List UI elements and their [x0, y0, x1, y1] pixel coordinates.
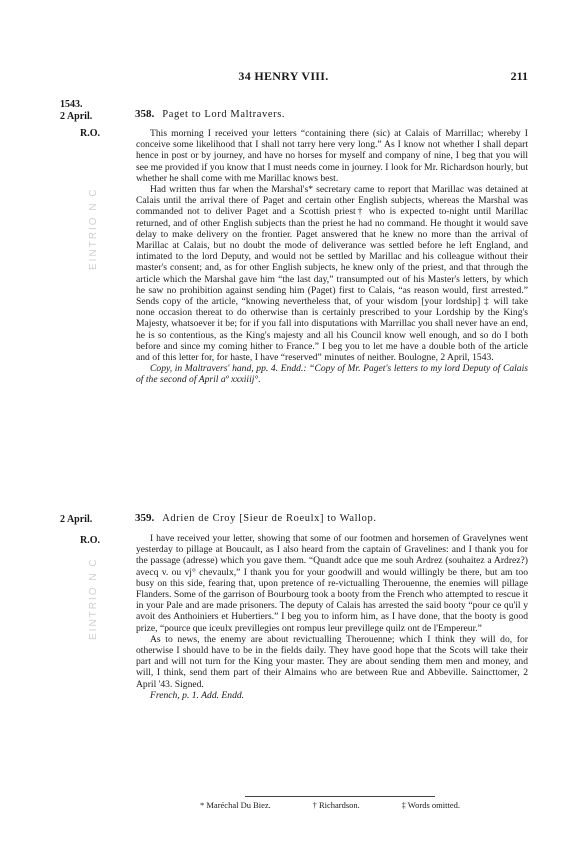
footnote-divider: [245, 796, 435, 797]
entry-body-358: [136, 128, 528, 386]
watermark-stamp-lower: EINTRIO N C: [88, 557, 99, 640]
entry-body-359: [136, 533, 528, 701]
footnote-1: * Maréchal Du Biez.: [200, 800, 271, 810]
footnote-2: † Richardson.: [312, 800, 360, 810]
margin-source-358: R.O.: [80, 128, 100, 139]
entry-number-358: 358.: [135, 108, 155, 120]
entry-title-358: Paget to Lord Maltravers.: [162, 109, 286, 120]
entry-title-359: Adrien de Croy [Sieur de Roeulx] to Wallop.: [162, 513, 377, 524]
paragraph-358-2: Had written thus far when the Marshal's* secretary came to report that Marillac was detained at Calais until the arrival there of Paget and certain other English subjects, whereas the Marshal was commanded not to deliver Paget and a Scottish priest† who is expected to-night until Marillac returned, and of other English subjects than the priest he had no command. He thought it would save delay to make delivery on the frontier. Paget answered that he knew no more than the arrival of Marillac at Calais, but no doubt the mode of deliverance was settled before he left England, and intimated to the lord Deputy, and would not be settled by Marillac and his colleague without their master's consent; and, as for other English subjects, he knew only of the priest, and that through the article which the Marshal gave him “the last day,” transumpted out of his Master's letters, by which he saw no prohibition against sending him (Paget) first to Calais, “as reason would, first arrested.” Sends copy of the article, “knowing nevertheless that, of your wisdom [your lordship] ‡ will take none occasion thereat to do otherwise than is certainly prescribed to your Lordship by the King's Majesty, whatsoever it be; for if you fall into disputations with Marrillac you shall never have an end, he is so contentious, as the King's majesty and all his Council know well enough, and so do I both before and since my coming hither to France.” I beg you to let me have a double both of the article and of this letter for, for haste, I have “reserved” minutes of neither. Boulogne, 2 April, 1543.: [136, 184, 528, 364]
footnotes: [200, 800, 460, 810]
source-note-359: French, p. 1. Add. Endd.: [150, 689, 245, 701]
running-title: 34 HENRY VIII.: [238, 69, 329, 83]
page-number: 211: [510, 69, 528, 83]
margin-date-358: 2 April.: [60, 111, 93, 122]
paragraph-359-1: I have received your letter, showing that some of our footmen and horsemen of Gravelynes went yesterday to pillage at Boucault, as I also heard from the captain of Gravelines: and I thank you for the passage (adresse) which you gave them. “Quandt adce que me souh Ardrez (souhaitez a Ardrez?) avecq v. ou vj° chevaulx,” I thank you for your goodwill and would willingly be there, but am too busy on this side, fearing that, upon pretence of re-victualling Therouenne, the enemies will pillage Flanders. Some of the garrison of Bourbourg took a booty from the French who attempted to rescue it in your Pale and are made prisoners. The deputy of Calais has arrested the said booty “pour ce qu'il y avoit des Anthoiniers et Hubertiers.” I beg you to inform him, as I have done, that the booty is good prize, “pource que iceulx previllegies ont rompus leur previllege quilz ont de l'Empereur.”: [136, 533, 528, 634]
entry-heading-358: [135, 108, 285, 120]
margin-year: 1543.: [60, 99, 83, 110]
paragraph-359-2: As to news, the enemy are about revictualling Therouenne; which I think they will do, for otherwise I should have to be in the fields daily. They have good hope that the Scots will take their part and will not turn for the King your master. They are about sending them men and money, and will, I think, send them part of their Almains who are between Rue and Abbeville. Saincttomer, 2 April '43. Signed.: [136, 633, 528, 690]
margin-source-359: R.O.: [80, 535, 100, 546]
source-note-358: Copy, in Maltravers' hand, pp. 4. Endd.: “Copy of Mr. Paget's letters to my lord Deputy of Calais of the second of April aº xxxiiij°.: [136, 363, 528, 386]
watermark-stamp-upper: EINTRIO N C: [88, 187, 99, 270]
entry-heading-359: [135, 512, 377, 524]
paragraph-358-1: This morning I received your letters “containing there (sic) at Calais of Marrillac; whereby I conceive some likelihood that I shall not tarry here very long.” As I know not whether I shall depart hence in post or by journey, and have no horses for myself and company of nine, I beg that you will see me provided if you know that I must needs come in journey. I look for Mr. Richardson hourly, but whether he shall come with me Marillac knows best.: [136, 128, 528, 184]
footnote-3: ‡ Words omitted.: [401, 800, 460, 810]
margin-date-359: 2 April.: [60, 514, 93, 525]
entry-number-359: 359.: [135, 512, 155, 524]
